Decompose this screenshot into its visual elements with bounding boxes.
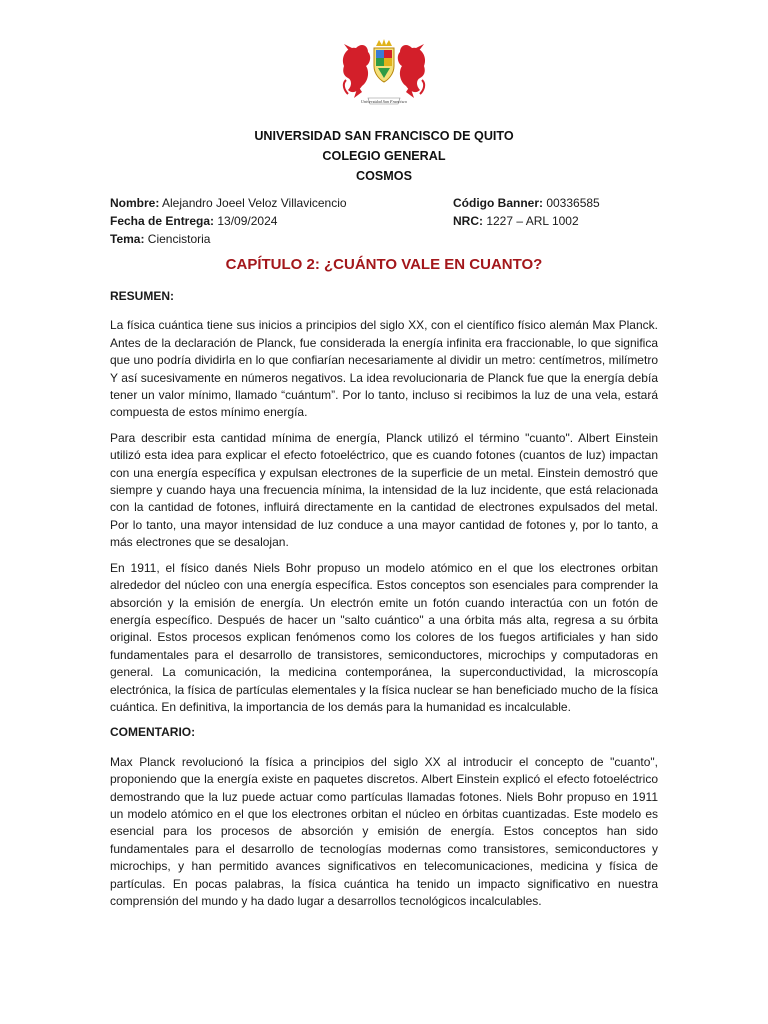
summary-heading: RESUMEN:	[110, 289, 175, 303]
comment-paragraph: Max Planck revolucionó la física a principios del siglo XX al introducir el concepto de "cuanto", proponiendo que la energía existe en paquetes discretos. Albert Einstein explicó el efecto fotoeléctrico demostrando que la luz puede actuar como partículas llamadas fotones. Niels Bohr propuso en 1911 un modelo atómico en el que los electrones orbitan el núcleo en órbitas cuantizadas. Este modelo es esencial para los procesos de absorción y emisión de energía. Estos conceptos han sido fundamentales para el desarrollo de tecnologías modernas como transistores, semiconductores y microchips, y han permitido avances significativos en telecomunicaciones, medicina y física de partículas. En pocas palabras, la física cuántica ha tenido un impacto significativo en nuestra comprensión del mundo y ha dado lugar a desarrollos tecnológicos incalculables.	[110, 754, 658, 908]
summary-paragraph: Para describir esta cantidad mínima de energía, Planck utilizó el término "cuanto". Albert Einstein utilizó esta idea para explicar el efecto fotoeléctrico, que es cuando fotones (cuantos de luz) impactan con una energía específica y expulsan electrones de la superficie de un metal. Einstein demostró que siempre y cuando haya una frecuencia mínima, la intensidad de la luz incidente, que está relacionada con la cantidad de fotones, influirá directamente en la cantidad de electrones expulsados del metal. Por lo tanto, una mayor intensidad de luz conduce a una mayor cantidad de fotones y, por lo tanto, a más electrones que se desalojan.	[110, 430, 658, 550]
student-info-right	[453, 194, 600, 230]
comment-heading: COMENTARIO:	[110, 725, 196, 740]
topic-value: Ciencistoria	[144, 232, 211, 246]
nrc-label: NRC:	[453, 214, 483, 228]
date-value: 13/09/2024	[214, 214, 278, 228]
college-name: COLEGIO GENERAL	[322, 149, 446, 163]
document-header	[0, 126, 768, 186]
nrc-value: 1227 – ARL 1002	[483, 214, 579, 228]
name-label: Nombre:	[110, 196, 160, 210]
banner-value: 00336585	[543, 196, 600, 210]
date-label: Fecha de Entrega:	[110, 214, 215, 228]
topic-line	[110, 230, 347, 248]
chapter-title: CAPÍTULO 2: ¿CUÁNTO VALE EN CUANTO?	[225, 256, 543, 273]
name-line	[110, 194, 347, 212]
course-name: COSMOS	[356, 169, 412, 183]
logo-caption: Universidad San Francisco	[360, 99, 408, 104]
university-crest-icon	[338, 36, 430, 112]
student-info-left	[110, 194, 347, 248]
nrc-line	[453, 212, 600, 230]
banner-line	[453, 194, 600, 212]
document-body	[110, 288, 658, 918]
summary-paragraph: La física cuántica tiene sus inicios a principios del siglo XX, con el científico físico alemán Max Planck. Antes de la declaración de Planck, fue considerada la energía infinita era fraccionable, lo que significa que uno podría dividirla en lo que confiarían necesariamente al dividir un metro: centímetros, milímetro Y así sucesivamente en números negativos. La idea revolucionaria de Planck fue que la energía debía tener un valor mínimo, llamado “cuántum”. Por lo tanto, incluso si recibimos la luz de una vela, estará compuesta de estos mínimo energía.	[110, 318, 658, 420]
date-line	[110, 212, 347, 230]
name-value: Alejandro Joeel Veloz Villavicencio	[159, 196, 347, 210]
university-name: UNIVERSIDAD SAN FRANCISCO DE QUITO	[254, 129, 514, 143]
banner-label: Código Banner:	[453, 196, 543, 210]
university-logo	[338, 36, 430, 112]
topic-label: Tema:	[110, 232, 145, 246]
summary-paragraph: En 1911, el físico danés Niels Bohr propuso un modelo atómico en el que los electrones orbitan alrededor del núcleo con una energía específica. Estos conceptos son esenciales para comprender la absorción y la emisión de energía. Un electrón emite un fotón cuando interactúa con un fotón de energía específico. Después de hacer un "salto cuántico" a una órbita más alta, regresa a su órbita original. Estos procesos explican fenómenos como los colores de los fuegos artificiales y han sido fundamentales para el desarrollo de transistores, semiconductores, microchips y computadoras en general. La comunicación, la medicina contemporánea, la superconductividad, la microscopía electrónica, la física de partículas elementales y la física nuclear se han beneficiado mucho de la física cuántica. En definitiva, la importancia de los demás para la humanidad es incalculable.	[110, 560, 658, 714]
